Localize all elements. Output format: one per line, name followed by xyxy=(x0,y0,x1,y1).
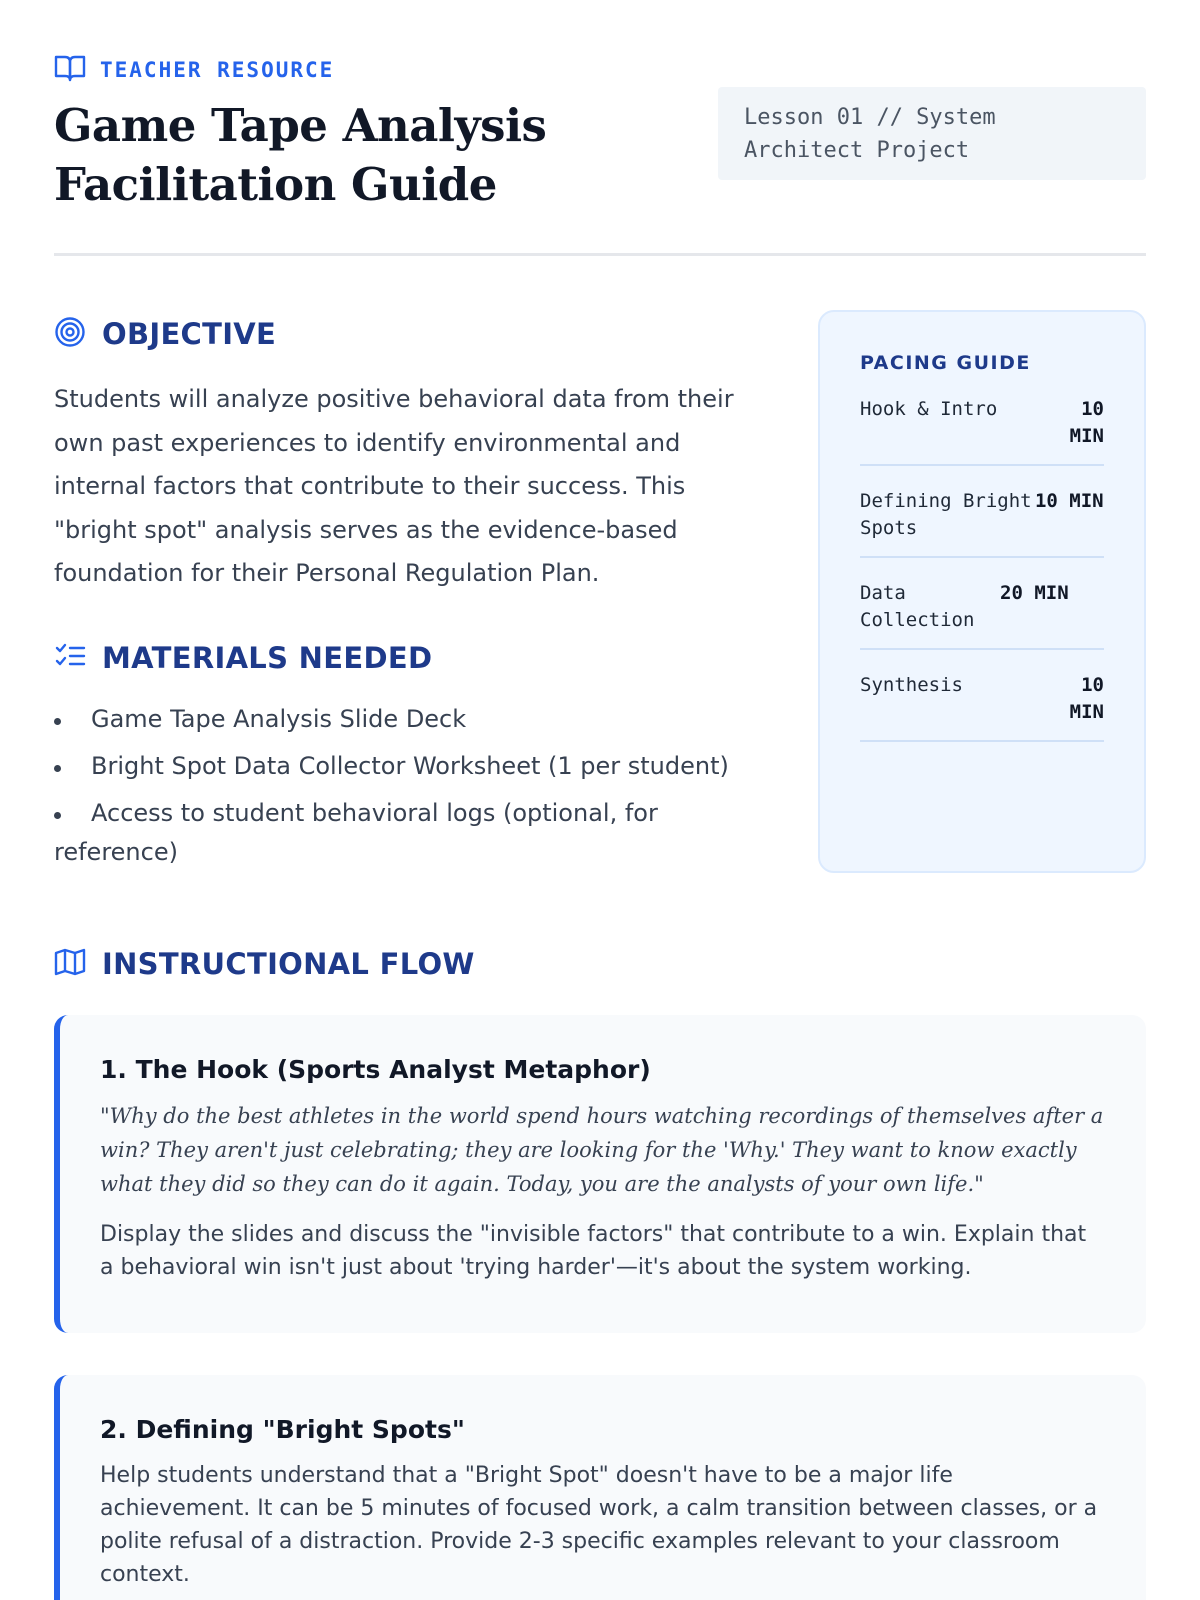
pacing-row-name: Data Collection xyxy=(860,582,975,631)
pacing-row-time: 10 MIN xyxy=(1069,674,1104,723)
pacing-row xyxy=(860,466,1104,558)
flow-step-quote: "Why do the best athletes in the world spend hours watching recordings of themselves after a win? They aren't just celebrating; they are looking for the 'Why.' They want to know exactly what they did so they can do it again. Today, you are the analysts of your own life." xyxy=(100,1104,1104,1196)
pacing-guide-card xyxy=(818,310,1146,873)
materials-list xyxy=(54,700,774,880)
objective-heading xyxy=(54,314,276,354)
pacing-row xyxy=(860,650,1104,742)
map-icon xyxy=(54,948,86,981)
flow-step-body: Help students understand that a "Bright Spot" doesn't have to be a major life achievement. It can be 5 minutes of focused work, a calm transition between classes, or a polite refusal of a distraction. Provide 2-3 specific examples relevant to your classroom context. xyxy=(100,1463,1098,1587)
list-item: Access to student behavioral logs (optional, for reference) xyxy=(54,794,774,872)
checklist-icon xyxy=(54,642,86,675)
objective-heading-label: OBJECTIVE xyxy=(102,317,277,351)
flow-heading xyxy=(54,944,475,984)
list-item: Bright Spot Data Collector Worksheet (1 per student) xyxy=(54,747,774,786)
pacing-guide-title: PACING GUIDE xyxy=(860,352,1031,374)
pacing-row xyxy=(860,386,1104,466)
header-divider xyxy=(54,253,1146,256)
page-title: Game Tape Analysis Facilitation Guide xyxy=(54,99,547,211)
materials-heading xyxy=(54,638,432,678)
pacing-row-time: 10 MIN xyxy=(1069,398,1104,447)
materials-heading-label: MATERIALS NEEDED xyxy=(102,641,433,675)
open-book-icon xyxy=(54,54,86,87)
eyebrow-label: TEACHER RESOURCE xyxy=(100,58,335,82)
lesson-tag: Lesson 01 // System Architect Project xyxy=(718,87,1146,180)
pacing-row-name: Synthesis xyxy=(860,674,963,696)
objective-text: Students will analyze positive behavioral data from their own past experiences to identify environmental and internal factors that contribute to their success. This "bright spot" analysis serves as the evidence-based foundation for their Personal Regulation Plan. xyxy=(54,385,734,587)
target-icon xyxy=(54,316,86,353)
flow-step-card xyxy=(54,1375,1146,1600)
flow-step-title: 2. Defining "Bright Spots" xyxy=(100,1415,465,1444)
flow-heading-label: INSTRUCTIONAL FLOW xyxy=(102,947,475,981)
flow-step-body: Display the slides and discuss the "invisible factors" that contribute to a win. Explain that a behavioral win isn't just about 'trying harder'—it's about the system working. xyxy=(100,1222,1087,1280)
eyebrow xyxy=(54,56,334,84)
flow-step-card xyxy=(54,1015,1146,1333)
pacing-row xyxy=(860,558,1104,650)
list-item: Game Tape Analysis Slide Deck xyxy=(54,700,774,739)
flow-step-title: 1. The Hook (Sports Analyst Metaphor) xyxy=(100,1055,651,1084)
pacing-row-time: 10 MIN xyxy=(1034,490,1104,512)
pacing-row-time: 20 MIN xyxy=(1000,582,1069,604)
pacing-row-name: Hook & Intro xyxy=(860,398,998,420)
pacing-row-name: Defining Bright Spots xyxy=(860,490,1032,539)
